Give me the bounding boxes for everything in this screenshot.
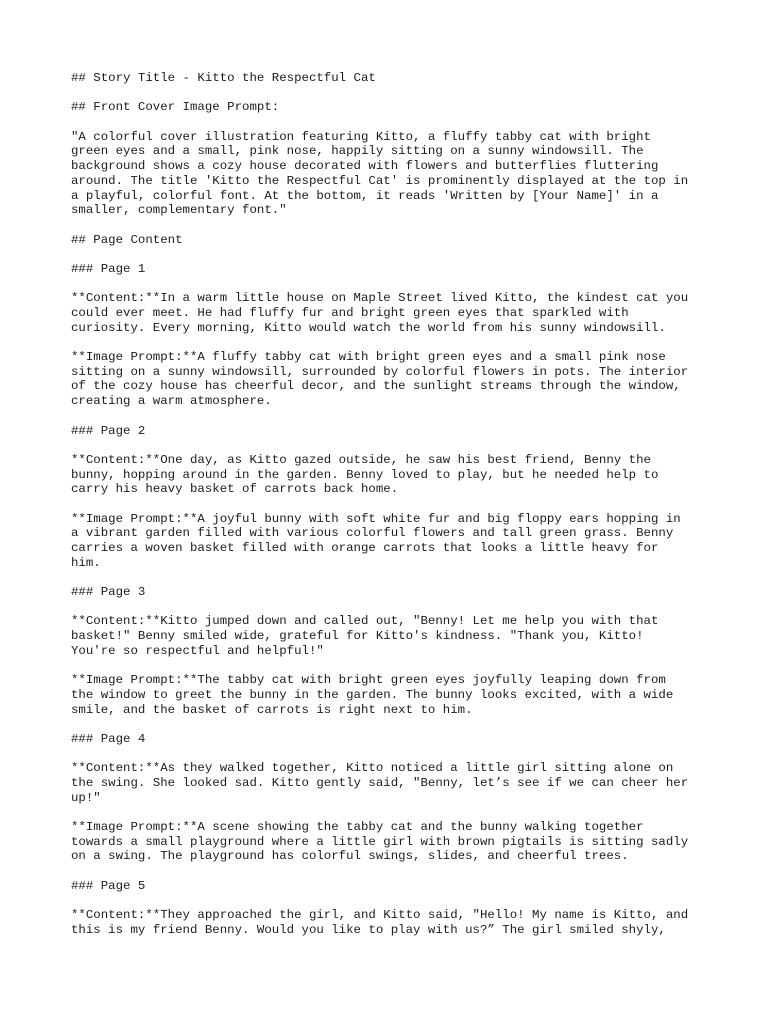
- section-heading: [71, 233, 711, 248]
- text-paragraph: [71, 673, 711, 717]
- section-heading: [71, 585, 711, 600]
- text-line: **Image Prompt:**A fluffy tabby cat with bright green eyes and a small pink nose: [71, 350, 666, 365]
- text-line: could ever meet. He had fluffy fur and bright green eyes that sparkled with: [71, 306, 629, 320]
- text-line: the swing. She looked sad. Kitto gently said, "Benny, let’s see if we can cheer her: [71, 776, 689, 790]
- text-line: the window to greet the bunny in the garden. The bunny looks excited, with a wide: [71, 687, 674, 702]
- text-line: **Content:**They approached the girl, and Kitto said, "Hello! My name is Kitto, and: [71, 908, 689, 923]
- text-paragraph: [71, 512, 711, 571]
- text-line: **Image Prompt:**A scene showing the tabby cat and the bunny walking together: [71, 820, 644, 835]
- text-line: **Image Prompt:**A joyful bunny with soft white fur and big floppy ears hopping in: [71, 511, 681, 526]
- text-line: smaller, complementary font.": [71, 203, 287, 218]
- text-paragraph: [71, 761, 711, 805]
- text-line: ## Front Cover Image Prompt:: [71, 100, 280, 115]
- text-line: carries a woven basket filled with orange carrots that looks a little heavy for: [71, 541, 659, 555]
- text-line: up!": [71, 790, 101, 805]
- text-line: ## Story Title - Kitto the Respectful Cat: [71, 71, 376, 85]
- document-body: [71, 71, 711, 952]
- text-line: ### Page 2: [71, 423, 146, 438]
- text-line: of the cozy house has cheerful decor, and the sunlight streams through the window,: [71, 379, 681, 394]
- text-line: **Content:**In a warm little house on Maple Street lived Kitto, the kindest cat you: [71, 291, 689, 306]
- text-line: bunny, hopping around in the garden. Benny loved to play, but he needed help to: [71, 467, 659, 482]
- section-heading: [71, 424, 711, 439]
- text-paragraph: [71, 614, 711, 658]
- text-line: ### Page 1: [71, 261, 146, 276]
- text-line: a playful, colorful font. At the bottom, it reads 'Written by [Your Name]' in a: [71, 188, 659, 203]
- text-line: **Content:**Kitto jumped down and called out, "Benny! Let me help you with that: [71, 614, 659, 629]
- text-line: You're so respectful and helpful!": [71, 643, 324, 658]
- text-paragraph: [71, 291, 711, 335]
- text-line: ### Page 3: [71, 585, 146, 600]
- text-line: towards a small playground where a little girl with brown pigtails is sitting sadly: [71, 834, 689, 849]
- text-paragraph: [71, 350, 711, 409]
- text-line: ### Page 5: [71, 878, 146, 893]
- text-line: green eyes and a small, pink nose, happily sitting on a sunny windowsill. The: [71, 144, 644, 159]
- text-line: a vibrant garden filled with various colorful flowers and tall green grass. Benny: [71, 526, 674, 541]
- text-line: him.: [71, 555, 101, 570]
- text-line: on a swing. The playground has colorful swings, slides, and cheerful trees.: [71, 849, 629, 864]
- text-line: curiosity. Every morning, Kitto would watch the world from his sunny windowsill.: [71, 320, 666, 335]
- text-line: **Content:**One day, as Kitto gazed outside, he saw his best friend, Benny the: [71, 452, 651, 467]
- text-line: sitting on a sunny windowsill, surrounded by colorful flowers in pots. The interior: [71, 364, 689, 379]
- text-line: "A colorful cover illustration featuring Kitto, a fluffy tabby cat with bright: [71, 129, 651, 144]
- section-heading: [71, 732, 711, 747]
- section-heading: [71, 262, 711, 277]
- text-paragraph: [71, 820, 711, 864]
- text-paragraph: [71, 130, 711, 218]
- text-line: **Content:**As they walked together, Kitto noticed a little girl sitting alone on: [71, 761, 674, 776]
- text-line: **Image Prompt:**The tabby cat with bright green eyes joyfully leaping down from: [71, 673, 666, 688]
- section-heading: [71, 879, 711, 894]
- text-line: smile, and the basket of carrots is right next to him.: [71, 702, 473, 717]
- text-line: carry his heavy basket of carrots back home.: [71, 482, 399, 497]
- text-line: ### Page 4: [71, 731, 146, 746]
- text-line: background shows a cozy house decorated with flowers and butterflies fluttering: [71, 159, 659, 174]
- text-paragraph: [71, 908, 711, 937]
- section-heading: [71, 71, 711, 86]
- text-line: around. The title 'Kitto the Respectful Cat' is prominently displayed at the top in: [71, 173, 689, 188]
- text-paragraph: [71, 453, 711, 497]
- text-line: this is my friend Benny. Would you like to play with us?” The girl smiled shyly,: [71, 922, 666, 937]
- section-heading: [71, 100, 711, 115]
- text-line: creating a warm atmosphere.: [71, 394, 272, 409]
- text-line: ## Page Content: [71, 232, 183, 247]
- text-line: basket!" Benny smiled wide, grateful for Kitto's kindness. "Thank you, Kitto!: [71, 629, 644, 644]
